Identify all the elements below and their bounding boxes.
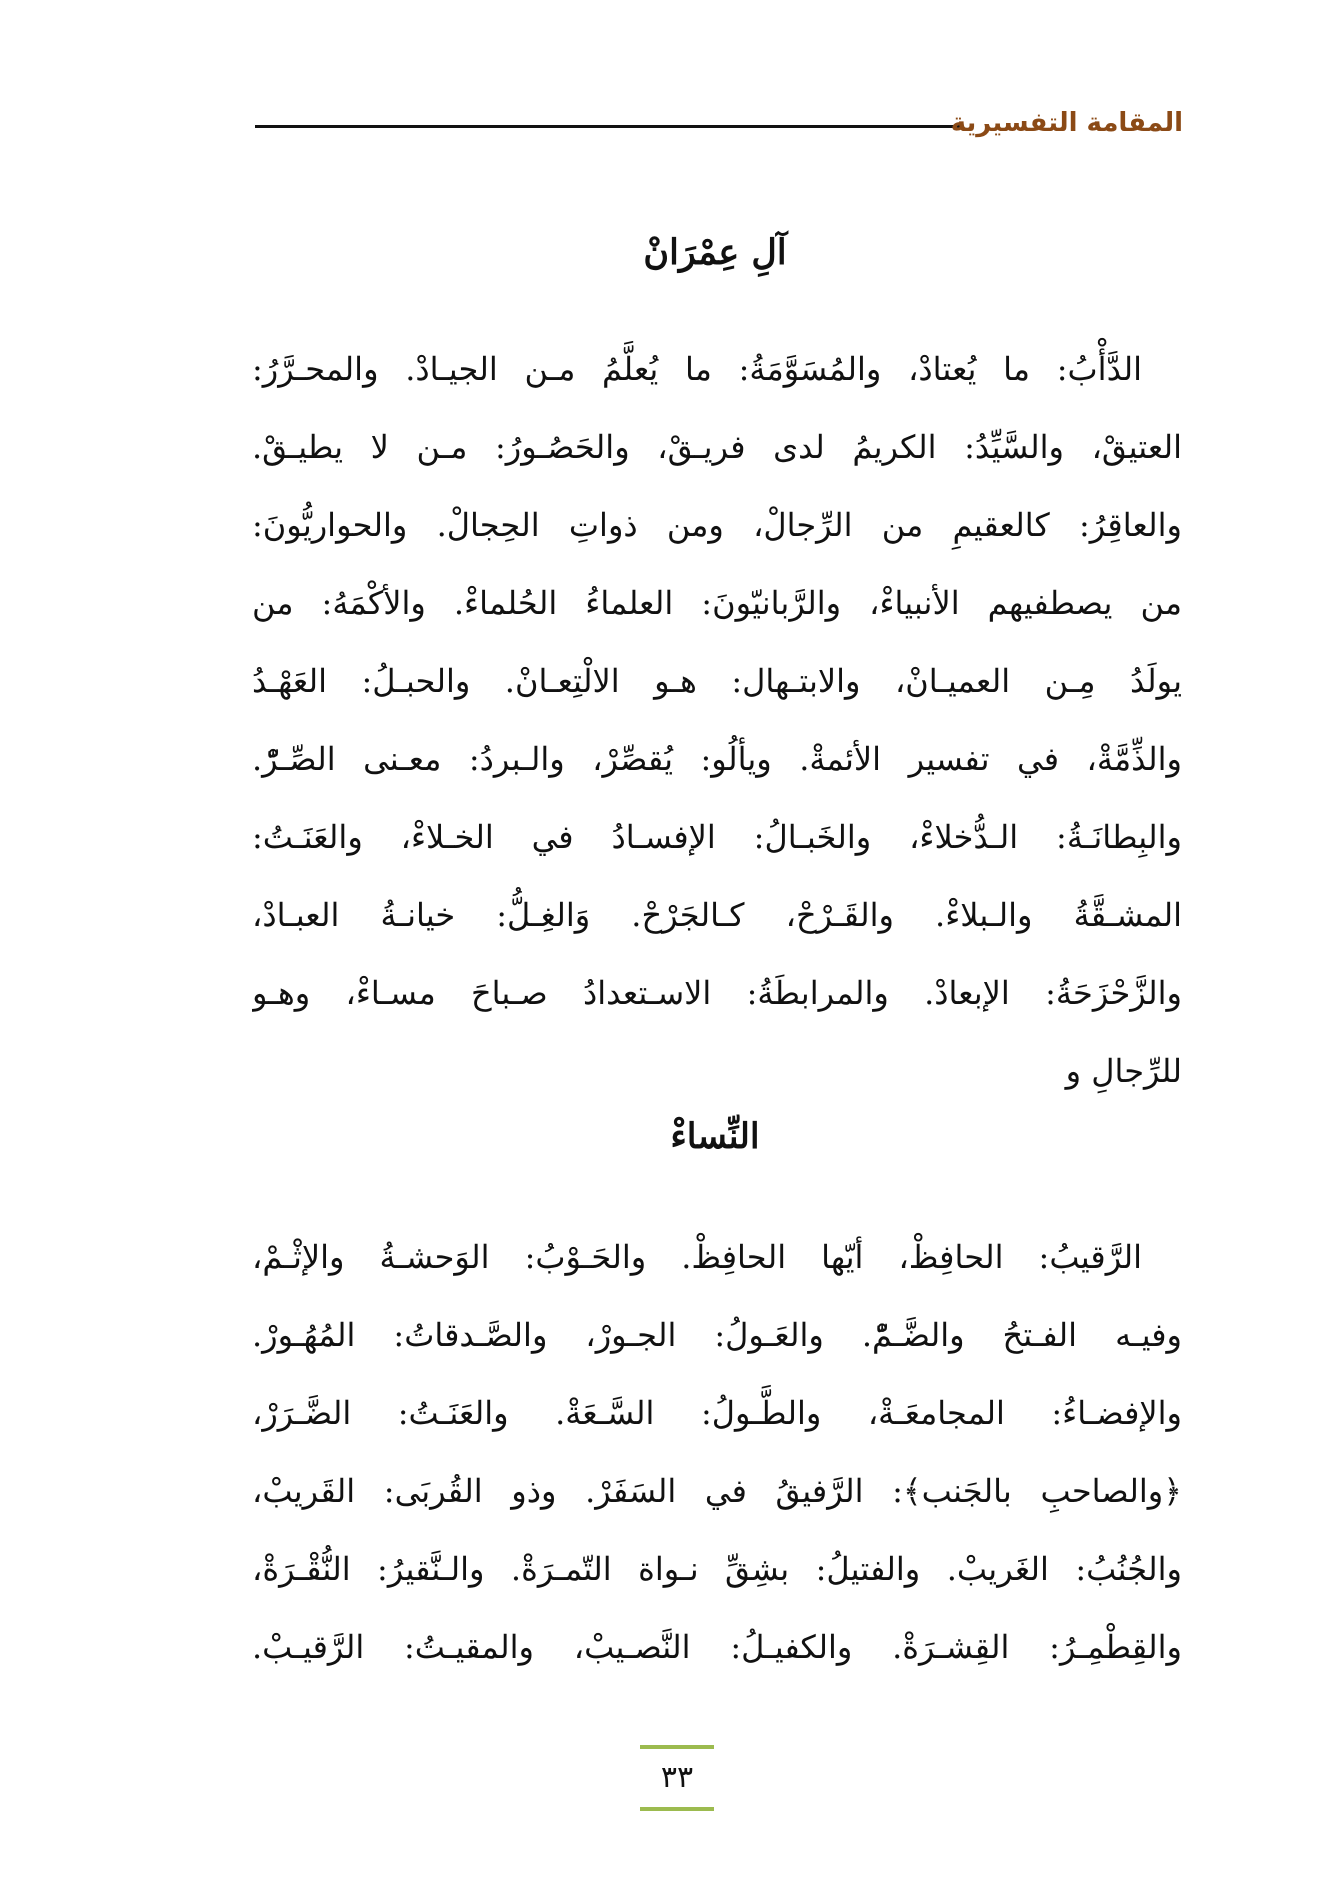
text-line: الرَّقيبُ: الحافِظْ، أيّها الحافِظْ. والحَـوْبُ: الوَحشـةُ والإثْـمْ،: [252, 1238, 1142, 1276]
section-body-an-nisa: [252, 1218, 1182, 1686]
text-line: المشـقَّةُ والـبلاءْ. والقَـرْحْ، كـالجَرْحْ. وَالغِـلُّ: خيانـةُ العبـادْ،: [252, 896, 1182, 934]
text-line: للرِّجالِ و: [1065, 1052, 1182, 1090]
footer-rule-bottom: [640, 1807, 714, 1811]
section-heading-al-imran: آلِ عِمْرَانْ: [643, 232, 787, 273]
text-line: الدَّأْبُ: ما يُعتادْ، والمُسَوَّمَةُ: ما يُعلَّمُ مـن الجيـادْ. والمحـرَّرُ:: [252, 350, 1142, 388]
text-line: ﴿والصاحبِ بالجَنب﴾: الرَّفيقُ في السَفَرْ. وذو القُربَى: القَريبْ،: [252, 1472, 1182, 1510]
running-header: [255, 103, 1183, 143]
text-line: وفيـه الفـتحُ والضَّـمّْ. والعَـولُ: الجـورْ، والصَّـدقاتُ: المُهُـورْ.: [252, 1316, 1182, 1354]
text-line: والعاقِرُ: كالعقيمِ من الرِّجالْ، ومن ذواتِ الحِجالْ. والحواريُّونَ:: [252, 506, 1182, 544]
text-line: والقِطْمِـرُ: القِشـرَةْ. والكفيـلُ: النَّصـيبْ، والمقيـتُ: الرَّقيـبْ.: [252, 1628, 1182, 1666]
text-line: العتيقْ، والسَّيِّدُ: الكريمُ لدى فريـقْ، والحَصُـورُ: مـن لا يطيـقْ.: [252, 428, 1182, 466]
text-line: من يصطفيهم الأنبياءْ، والرَّبانيّونَ: العلماءُ الحُلماءْ. والأكْمَهُ: من: [252, 584, 1182, 622]
text-line: والإفضـاءُ: المجامعَـةْ، والطَّـولُ: السَّـعَةْ. والعَنَـتُ: الضَّـرَرْ،: [252, 1394, 1182, 1432]
text-line: والزَّحْزَحَةُ: الإبعادْ. والمرابطَةُ: الاسـتعدادُ صـباحَ مسـاءْ، وهـو: [252, 974, 1182, 1012]
header-rule: [255, 125, 960, 128]
text-line: والذِّمَّةْ، في تفسير الأئمةْ. ويألُو: يُقصِّرْ، والـبردُ: معـنى الصِّـرّْ.: [252, 740, 1182, 778]
page-footer: [640, 1745, 714, 1811]
text-line: يولَدُ مِـن العميـانْ، والابتـهال: هـو الالْتِعـانْ. والحبـلُ: العَهْـدُ: [252, 662, 1182, 700]
text-line: والبِطانَـةُ: الـدُّخلاءْ، والخَبـالُ: الإفسـادُ في الخـلاءْ، والعَنَـتُ:: [252, 818, 1182, 856]
section-heading-an-nisa: النِّساءْ: [670, 1116, 760, 1157]
section-body-al-imran: [252, 330, 1182, 1110]
running-header-title: المقامة التفسيرية: [950, 108, 1183, 138]
text-line: والجُنُبُ: الغَريبْ. والفتيلُ: بشِقِّ نـواة التّمـرَةْ. والـنَّقيرُ: النُّقْـرَةْ،: [252, 1550, 1182, 1588]
page-number: ٣٣: [660, 1760, 694, 1795]
